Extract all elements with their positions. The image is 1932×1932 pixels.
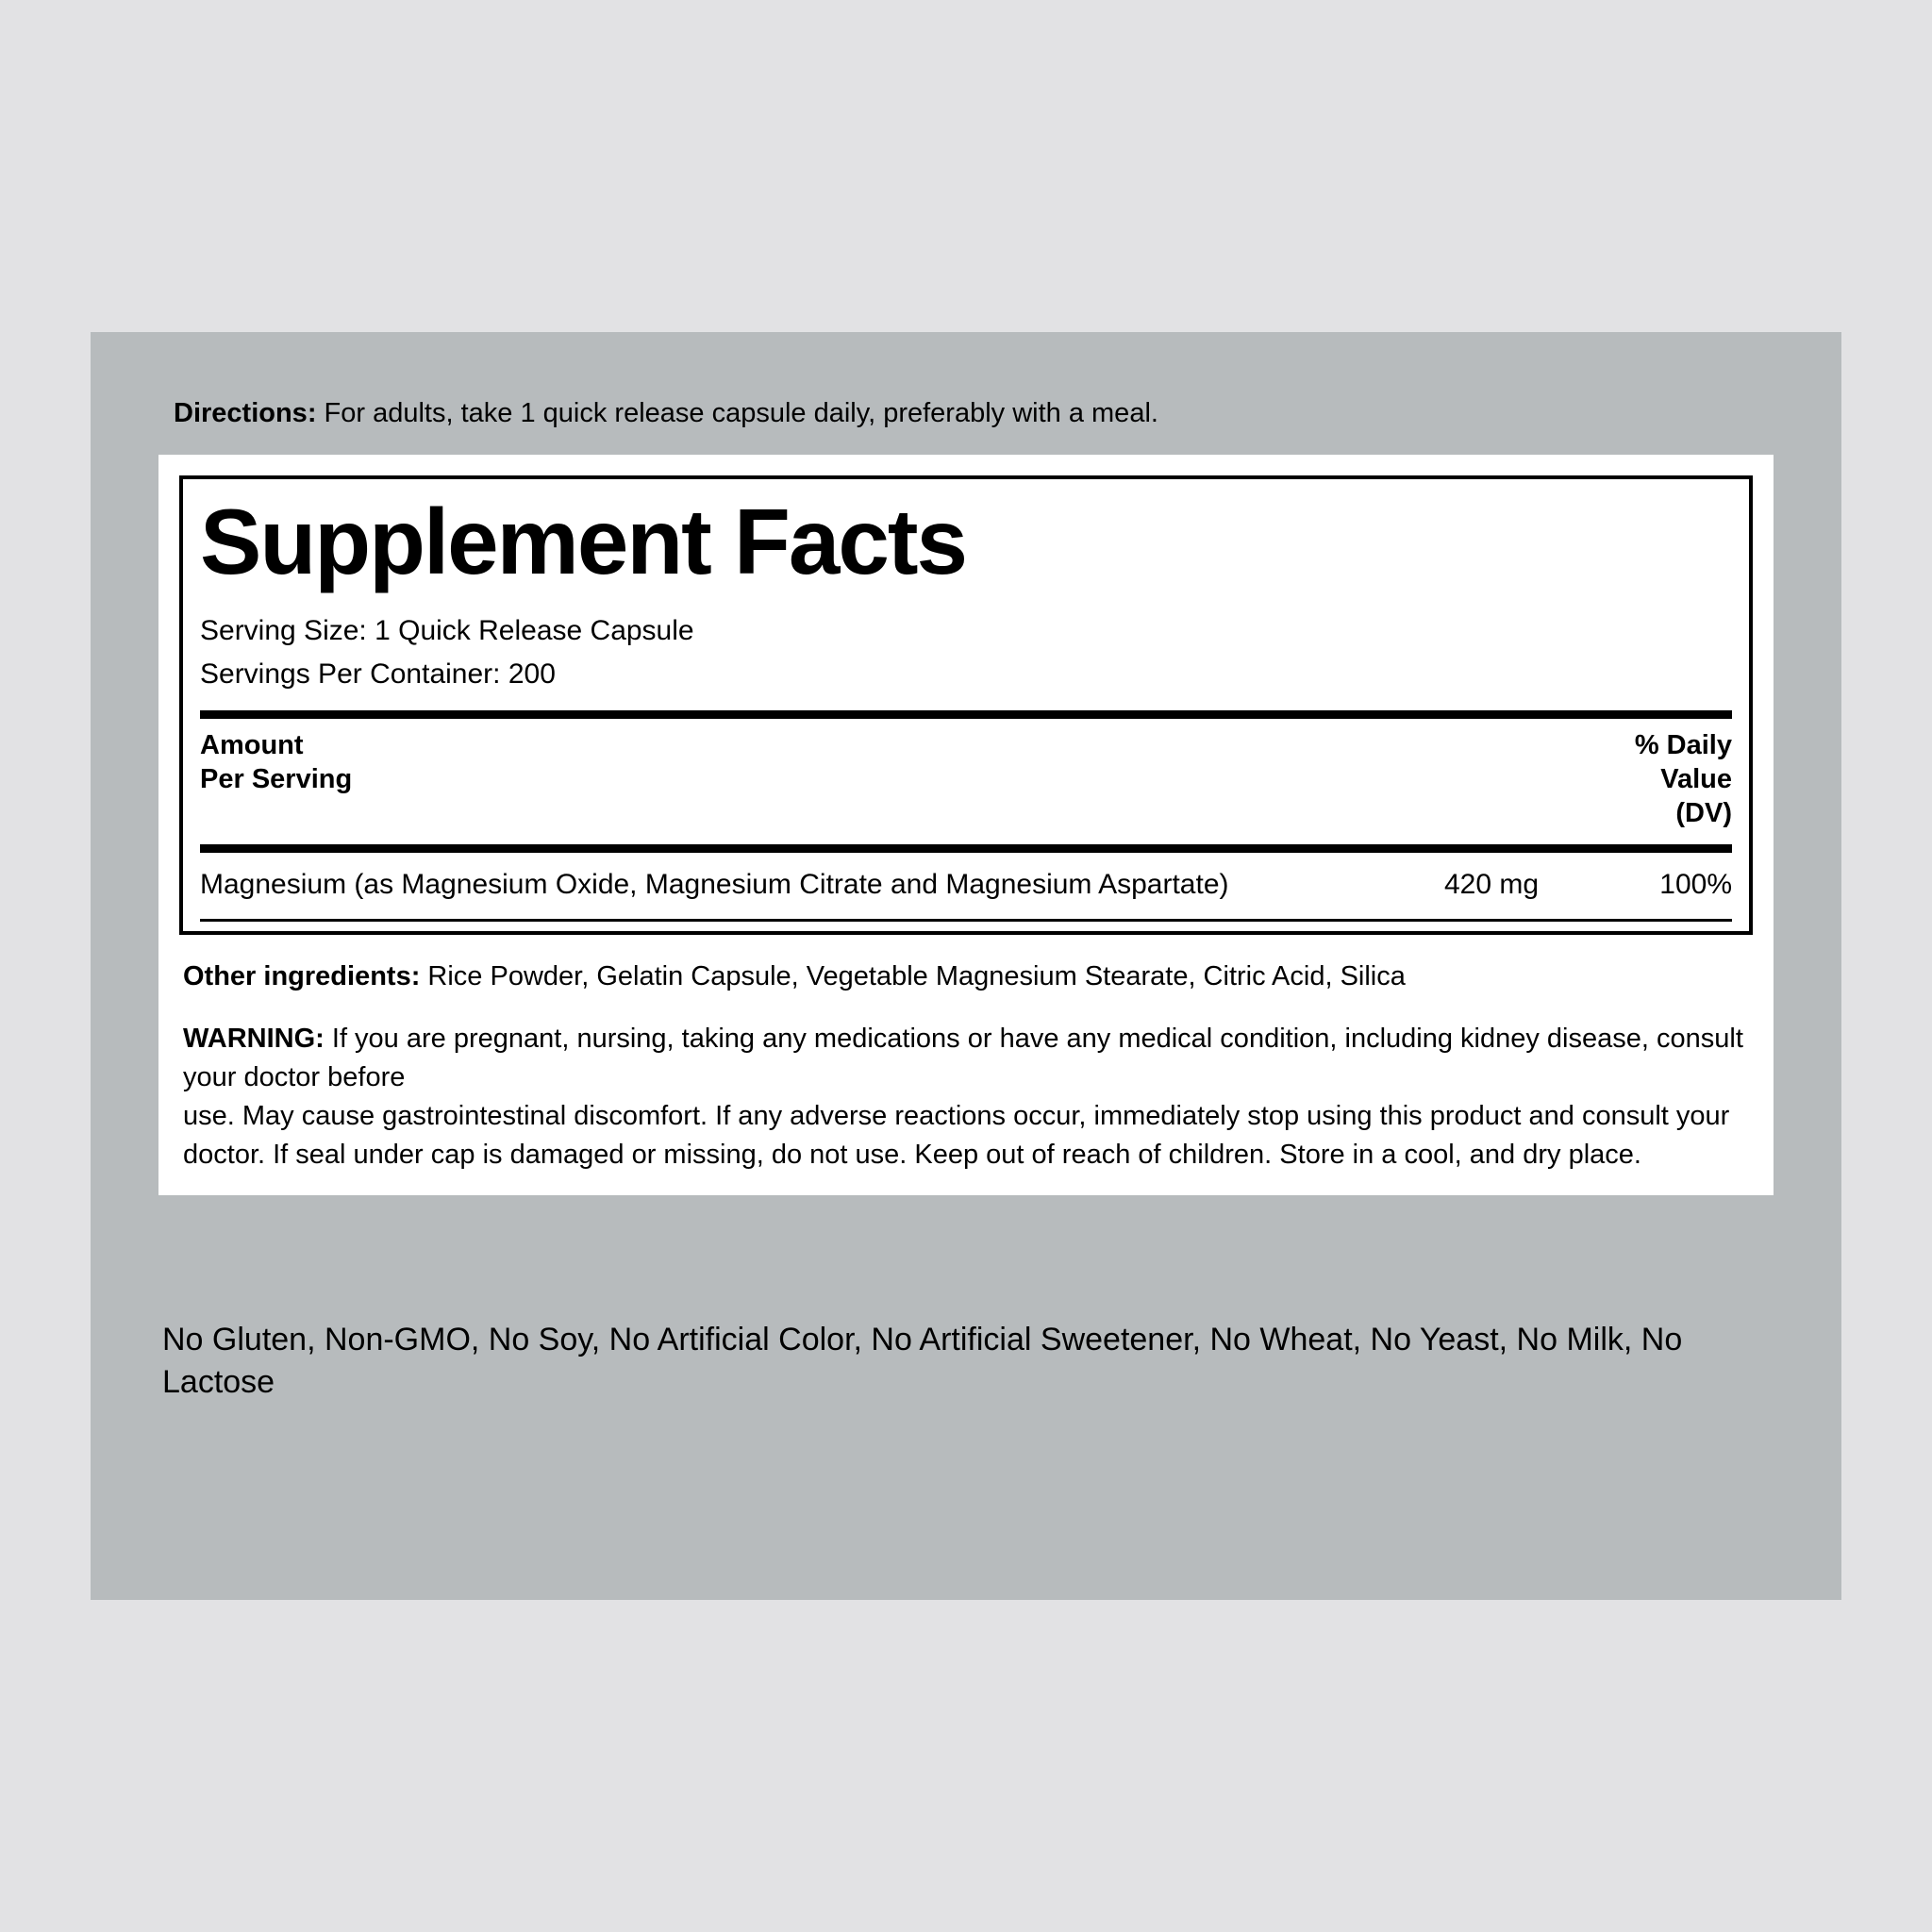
directions-label: Directions: xyxy=(174,398,317,428)
other-ingredients-text: Rice Powder, Gelatin Capsule, Vegetable Magnesium Stearate, Citric Acid, Silica xyxy=(420,961,1406,992)
amount-header-line2: Per Serving xyxy=(200,764,353,795)
amount-per-serving-header xyxy=(200,728,352,797)
header-top-rule xyxy=(200,710,1732,719)
amount-header-line1: Amount xyxy=(200,729,304,760)
warning-label: WARNING: xyxy=(183,1023,325,1054)
nutrient-daily-value: 100% xyxy=(1659,868,1732,900)
other-ingredients xyxy=(183,959,1749,995)
servings-per-container: Servings Per Container: 200 xyxy=(200,658,556,691)
supplement-facts-title: Supplement Facts xyxy=(200,490,967,593)
supplement-facts-box xyxy=(179,475,1753,935)
facts-table-header xyxy=(200,719,1732,835)
supplement-label-card xyxy=(91,332,1841,1600)
directions-line xyxy=(174,396,1804,430)
nutrient-amount: 420 mg xyxy=(1443,868,1540,900)
nutrient-name: Magnesium (as Magnesium Oxide, Magnesium Citrate and Magnesium Aspartate) xyxy=(200,868,1229,900)
dv-header-line2: Value xyxy=(1660,764,1732,795)
serving-size: Serving Size: 1 Quick Release Capsule xyxy=(200,614,694,646)
warning-text-line2: use. May cause gastrointestinal discomfort. If any adverse reactions occur, immediately stop using this product and consult your doctor. If seal under cap is damaged or missing, do not use. Keep out of reach of children. Store in a cool, and dry place. xyxy=(183,1101,1730,1171)
supplement-facts-panel xyxy=(158,455,1774,1195)
warning-block xyxy=(183,1020,1749,1175)
header-bottom-rule xyxy=(200,844,1732,853)
dv-header-line3: (DV) xyxy=(1675,798,1732,829)
dv-header-line1: % Daily xyxy=(1634,729,1732,760)
daily-value-header xyxy=(1635,728,1732,831)
free-from-claims: No Gluten, Non-GMO, No Soy, No Artificial Color, No Artificial Sweetener, No Wheat, No Yeast, No Milk, No Lactose xyxy=(162,1322,1683,1400)
other-ingredients-label: Other ingredients: xyxy=(183,961,421,992)
table-row xyxy=(200,853,1732,923)
directions-text: For adults, take 1 quick release capsule daily, preferably with a meal. xyxy=(316,398,1158,428)
warning-text-line1: If you are pregnant, nursing, taking any medications or have any medical condition, including kidney disease, consult your doctor before xyxy=(183,1023,1743,1092)
